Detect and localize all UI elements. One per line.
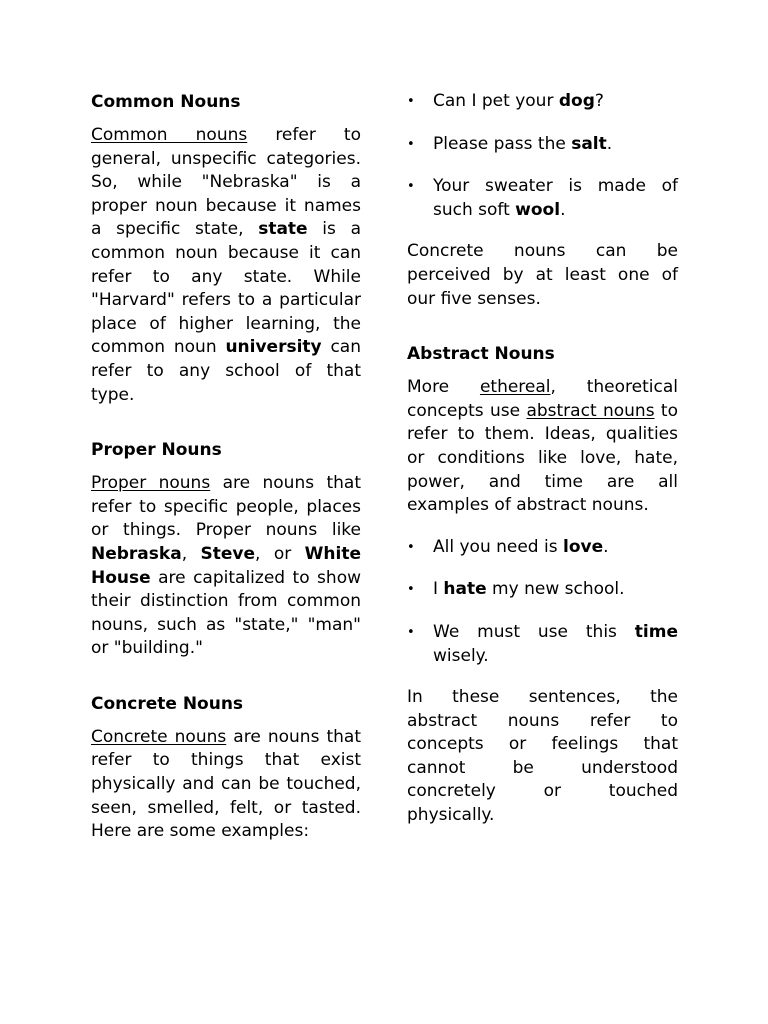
common-nouns-link[interactable]: Common nouns	[91, 125, 248, 145]
concrete-examples-list	[407, 90, 678, 222]
bullet-icon: •	[407, 582, 415, 598]
list-item: • All you need is love.	[407, 536, 678, 560]
abstract-closing-paragraph: In these sentences, the abstract nouns refer to concepts or feelings that cannot be understood concretely or touched physically.	[407, 687, 678, 826]
abstract-nouns-link[interactable]: abstract nouns	[526, 400, 655, 421]
bullet-icon: •	[407, 136, 415, 152]
concrete-nouns-link[interactable]: Concrete nouns	[91, 726, 227, 747]
list-item: • Your sweater is made of such soft wool.	[407, 176, 678, 220]
common-nouns-heading: Common Nouns	[91, 92, 241, 112]
bullet-icon: •	[407, 539, 415, 555]
list-item: • Please pass the salt.	[407, 133, 678, 157]
abstract-nouns-paragraph: More ethereal, theoretical concepts use abstract nouns to refer to them. Ideas, qualities or conditions like love, hate, power, and time are all examples of abstract nouns.	[407, 377, 678, 516]
abstract-nouns-heading: Abstract Nouns	[407, 344, 555, 365]
right-column	[407, 90, 678, 846]
proper-nouns-link[interactable]: Proper nouns	[91, 473, 211, 494]
list-item: • We must use this time wisely.	[407, 621, 678, 666]
list-item: • Can I pet your dog?	[407, 90, 678, 114]
list-item: • I hate my new school.	[407, 578, 678, 602]
proper-nouns-paragraph: Proper nouns are nouns that refer to specific people, places or things. Proper nouns like Nebraska, Steve, or White House are capitalized to show their distinction from common nouns, such as "state," "man" or "building."	[91, 473, 361, 659]
bullet-icon: •	[407, 94, 415, 109]
common-nouns-paragraph: Common nouns refer to general, unspecific categories. So, while "Nebraska" is a proper noun because it names a specific state, state is a common noun because it can refer to any state. While "Harvard" refers to a particular place of higher learning, the common noun university can refer to any school of that type.	[91, 125, 361, 405]
bullet-icon: •	[407, 179, 415, 195]
proper-nouns-heading: Proper Nouns	[91, 440, 222, 461]
concrete-nouns-paragraph: Concrete nouns are nouns that refer to things that exist physically and can be touched, seen, smelled, felt, or tasted. Here are some examples:	[91, 726, 361, 842]
abstract-examples-list	[407, 536, 678, 668]
bullet-icon: •	[407, 624, 415, 640]
concrete-closing-paragraph: Concrete nouns can be perceived by at least one of our five senses.	[407, 241, 678, 309]
concrete-nouns-heading: Concrete Nouns	[91, 693, 244, 714]
ethereal-link[interactable]: ethereal	[479, 377, 551, 398]
left-column	[91, 90, 361, 862]
